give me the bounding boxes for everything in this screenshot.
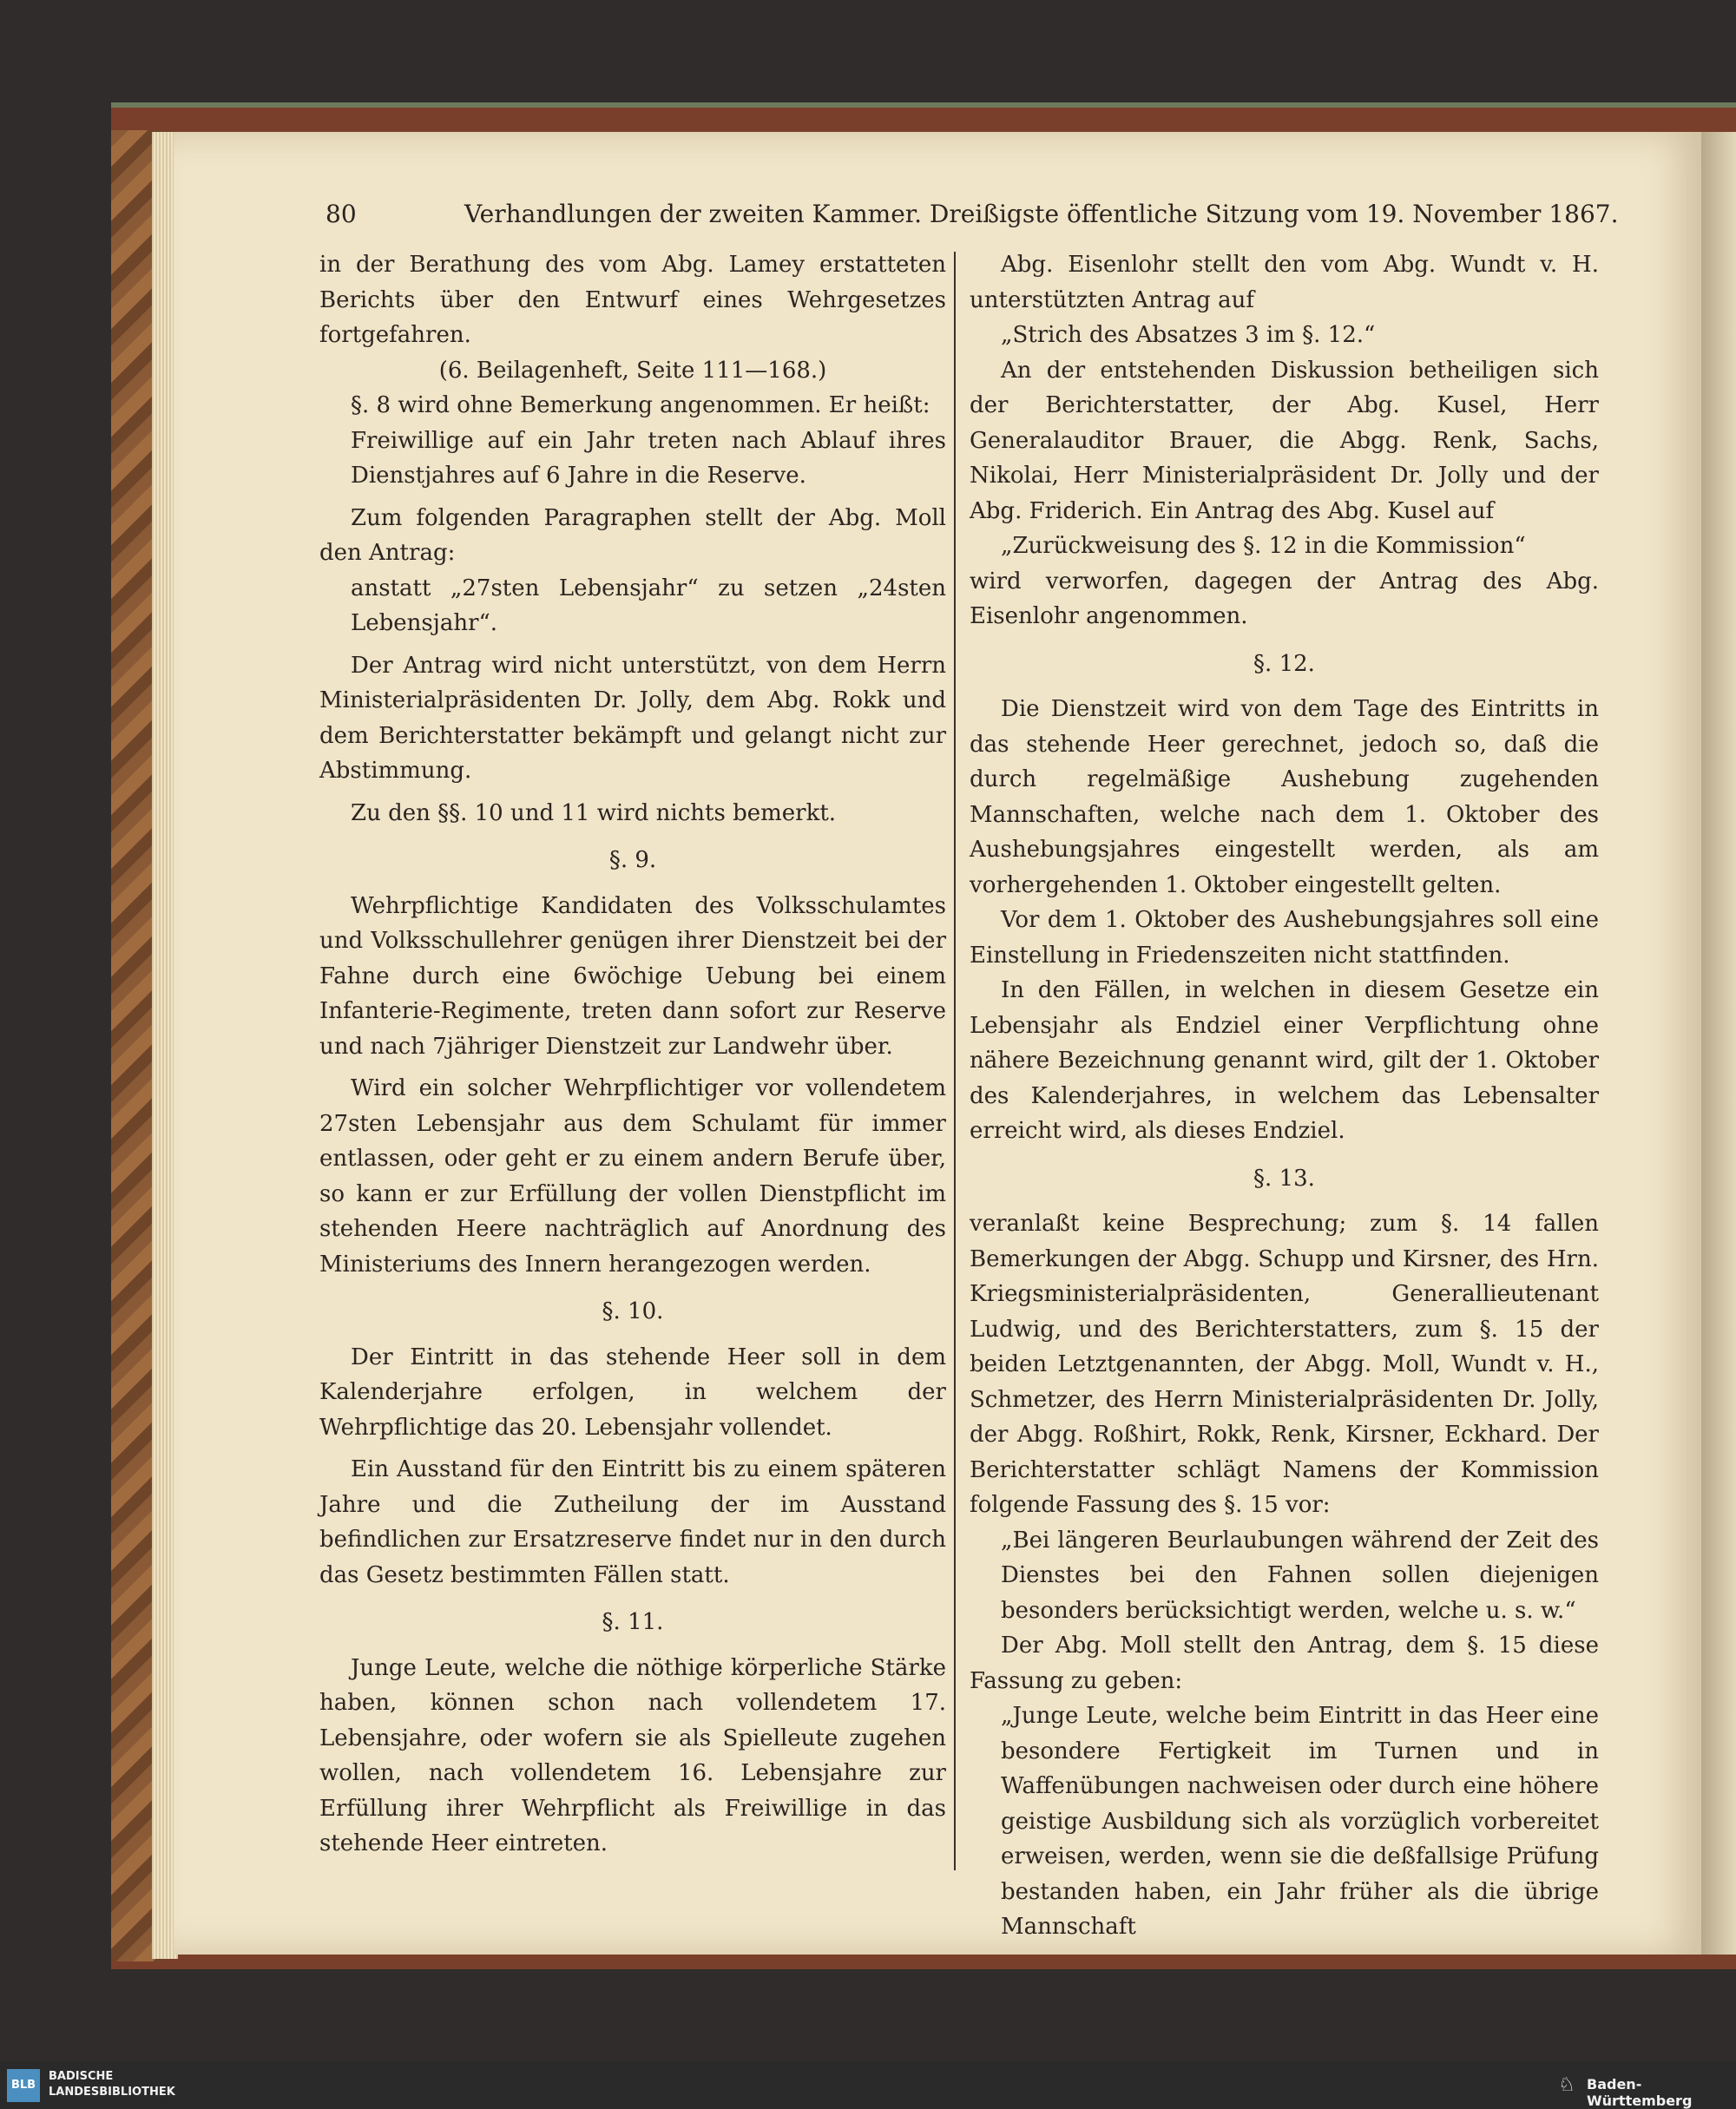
running-title: Verhandlungen der zweiten Kammer. Dreißigste öffentliche Sitzung vom 19. November 1867. (464, 200, 1619, 228)
section-heading: §. 11. (602, 1609, 664, 1635)
state-name[interactable]: Baden-Württemberg (1587, 2076, 1693, 2109)
paragraph: Wird ein solcher Wehrpflichtiger vor vollendetem 27sten Lebensjahr aus dem Schulamt für immer entlassen, oder geht er zu einem andern Berufe über, so kann er zur Erfüllung der vollen Dienstpflicht im stehenden Heere nachträglich auf Anordnung des Ministeriums des Innern herangezogen werden. (319, 1075, 946, 1278)
quoted-text: „Zurückweisung des §. 12 in die Kommission“ (1001, 533, 1526, 559)
quoted-text: Freiwillige auf ein Jahr treten nach Ablauf ihres Dienstjahres auf 6 Jahre in die Reserve. (351, 427, 946, 489)
paragraph: Abg. Eisenlohr stellt den vom Abg. Wundt v. H. unterstützten Antrag auf (970, 252, 1599, 313)
section-heading: §. 13. (1253, 1165, 1315, 1192)
paragraph: An der entstehenden Diskussion betheiligen sich der Berichterstatter, der Abg. Kusel, Herr Generalauditor Brauer, die Abgg. Renk, Sachs, Nikolai, Herr Ministerialpräsident Dr. Jolly und der Abg. Friderich. Ein Antrag des Abg. Kusel auf (970, 357, 1599, 524)
paragraph: Junge Leute, welche die nöthige körperliche Stärke haben, können schon nach vollendetem 17. Lebensjahre, oder wofern sie als Spielleute zugehen wollen, nach vollendetem 16. Lebensjahre zur Erfüllung ihrer Wehrpflicht als Freiwillige in das stehende Heer eintreten. (319, 1654, 946, 1856)
quoted-text: anstatt „27sten Lebensjahr“ zu setzen „24sten Lebensjahr“. (351, 575, 946, 636)
column-divider (954, 252, 956, 1870)
page-number: 80 (326, 200, 357, 228)
paragraph: Ein Ausstand für den Eintritt bis zu einem späteren Jahre und die Zutheilung der im Ausstand befindlichen zur Ersatzreserve findet nur in den durch das Gesetz bestimmten Fällen statt. (319, 1456, 946, 1588)
reference-note: (6. Beilagenheft, Seite 111—168.) (438, 357, 827, 384)
paragraph: Der Antrag wird nicht unterstützt, von dem Herrn Ministerialpräsidenten Dr. Jolly, dem Abg. Rokk und dem Berichterstatter bekämpft und gelangt nicht zur Abstimmung. (319, 652, 946, 784)
library-name[interactable] (49, 2069, 175, 2100)
paragraph: Vor dem 1. Oktober des Aushebungsjahres soll eine Einstellung in Friedenszeiten nicht stattfinden. (970, 907, 1599, 969)
section-heading: §. 9. (608, 847, 657, 873)
facing-page-edge (1701, 132, 1736, 1955)
paragraph: Die Dienstzeit wird von dem Tage des Eintritts in das stehende Heer gerechnet, jedoch so, daß die durch regelmäßige Aushebung zugehenden Mannschaften, welche nach dem 1. Oktober des Aushebungsjahres eingestellt werden, als am vorhergehenden 1. Oktober eingestellt gelten. (970, 696, 1599, 898)
library-name-line2: LANDESBIBLIOTHEK (49, 2086, 175, 2099)
right-column (970, 247, 1599, 1945)
quoted-text: „Strich des Absatzes 3 im §. 12.“ (1001, 322, 1376, 348)
section-heading: §. 12. (1253, 650, 1315, 677)
footer-bar (0, 2062, 1736, 2109)
paragraph: §. 8 wird ohne Bemerkung angenommen. Er heißt: (351, 392, 930, 418)
coat-of-arms-icon: ♘ (1558, 2074, 1575, 2096)
paragraph: wird verworfen, dagegen der Antrag des Abg. Eisenlohr angenommen. (970, 568, 1599, 629)
quoted-text: „Junge Leute, welche beim Eintritt in das Heer eine besondere Fertigkeit im Turnen und in Waffenübungen nachweisen oder durch eine höhere geistige Ausbildung sich als vorzüglich vorbereitet erweisen, werden, wenn sie die deßfallsige Prüfung bestanden haben, ein Jahr früher als die übrige Mannschaft (1001, 1703, 1599, 1940)
library-name-line1: BADISCHE (49, 2070, 114, 2083)
paragraph: veranlaßt keine Besprechung; zum §. 14 fallen Bemerkungen der Abgg. Schupp und Kirsner, des Hrn. Kriegsministerialpräsidenten, Generallieutenant Ludwig, und des Berichterstatters, zum §. 15 der beiden Letztgenannten, der Abgg. Moll, Wundt v. H., Schmetzer, des Herrn Ministerialpräsidenten Dr. Jolly, der Abgg. Roßhirt, Rokk, Renk, Kirsner, Eckhard. Der Berichterstatter schlägt Namens der Kommission folgende Fassung des §. 15 vor: (970, 1211, 1599, 1518)
paragraph: Der Eintritt in das stehende Heer soll in dem Kalenderjahre erfolgen, in welchem der Wehrpflichtige das 20. Lebensjahr vollendet. (319, 1344, 946, 1441)
paragraph: In den Fällen, in welchen in diesem Gesetze ein Lebensjahr als Endziel einer Verpflichtung ohne nähere Bezeichnung genannt wird, gilt der 1. Oktober des Kalenderjahres, in welchem das Lebensalter erreicht wird, als dieses Endziel. (970, 977, 1599, 1144)
paragraph: Zu den §§. 10 und 11 wird nichts bemerkt. (351, 799, 837, 826)
section-heading: §. 10. (602, 1298, 664, 1324)
left-column (319, 247, 946, 1862)
paragraph: in der Berathung des vom Abg. Lamey erstatteten Berichts über den Entwurf eines Wehrgesetzes fortgefahren. (319, 252, 946, 348)
quoted-text: „Bei längeren Beurlaubungen während der Zeit des Dienstes bei den Fahnen sollen diejenigen besonders berücksichtigt werden, welche u. s. w.“ (1001, 1527, 1599, 1624)
paragraph: Wehrpflichtige Kandidaten des Volksschulamtes und Volksschullehrer genügen ihrer Dienstzeit bei der Fahne durch eine 6wöchige Uebung bei einem Infanterie-Regimente, treten dann sofort zur Reserve und nach 7jähriger Dienstzeit zur Landwehr über. (319, 892, 946, 1060)
blb-logo[interactable]: BLB (7, 2069, 40, 2102)
paragraph: Zum folgenden Paragraphen stellt der Abg. Moll den Antrag: (319, 504, 946, 566)
paragraph: Der Abg. Moll stellt den Antrag, dem §. 15 diese Fassung zu geben: (970, 1633, 1599, 1694)
page-header (326, 200, 1619, 234)
